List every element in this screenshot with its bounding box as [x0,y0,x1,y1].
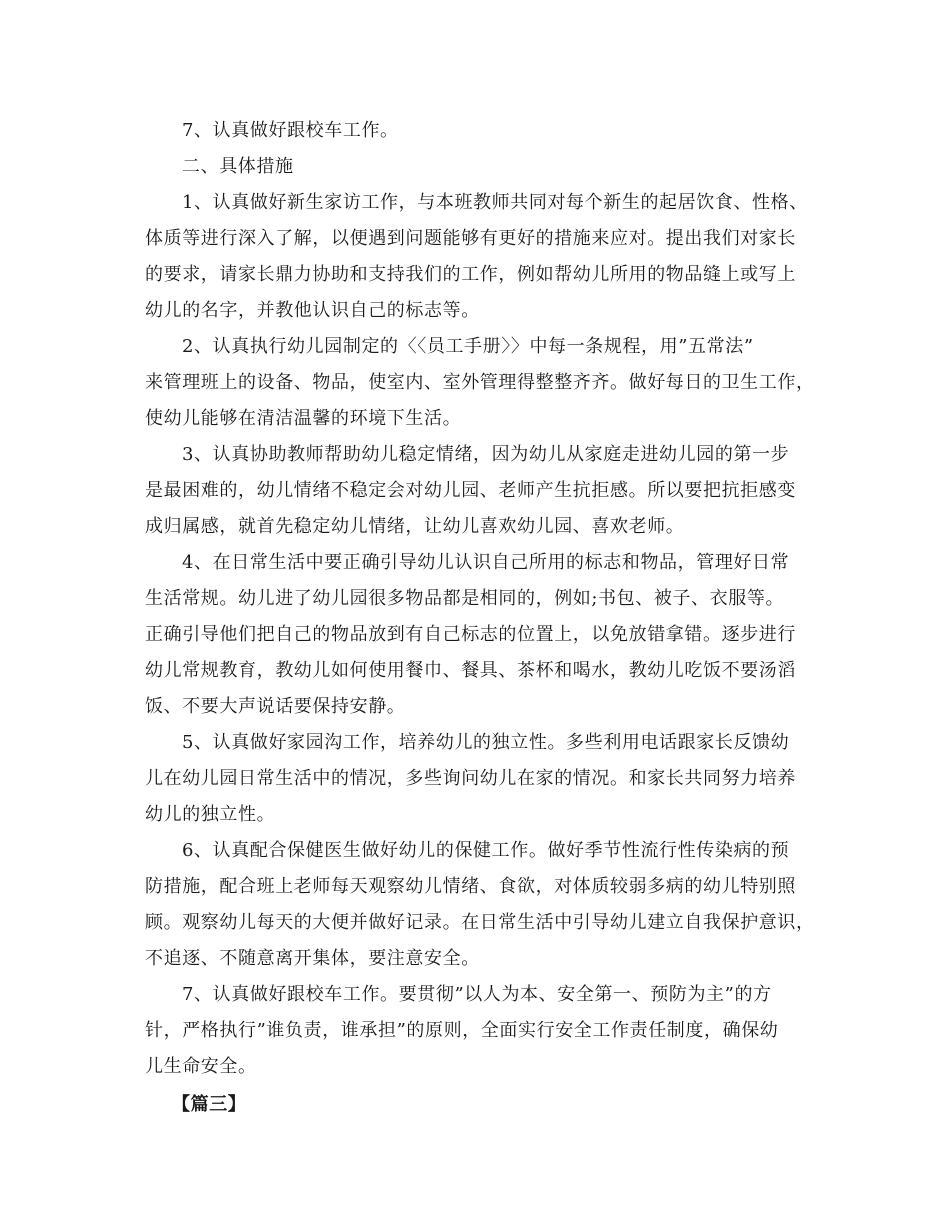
text-line: 使幼儿能够在清洁温馨的环境下生活。 [145,408,462,429]
text-line: 1、认真做好新生家访工作，与本班教师共同对每个新生的起居饮食、性格、 [182,192,808,213]
text-line: 7、认真做好跟校车工作。要贯彻”以人为本、安全第一、预防为主”的方 [182,984,772,1005]
section-heading: 【篇三】 [172,1094,247,1115]
text-line: 7、认真做好跟校车工作。 [182,120,399,141]
text-line: 的要求，请家长鼎力协助和支持我们的工作，例如帮幼儿所用的物品缝上或写上 [145,264,796,285]
text-line: 来管理班上的设备、物品，使室内、室外管理得整整齐齐。做好每日的卫生工作， [145,372,815,393]
text-line: 2、认真执行幼儿园制定的〈〈员工手册〉〉中每一条规程，用”五常法” [182,336,754,357]
text-line: 是最困难的，幼儿情绪不稳定会对幼儿园、老师产生抗拒感。所以要把抗拒感变 [145,480,796,501]
text-line: 成归属感，就首先稳定幼儿情绪，让幼儿喜欢幼儿园、喜欢老师。 [145,516,685,537]
text-line: 4、在日常生活中要正确引导幼儿认识自己所用的标志和物品，管理好日常 [182,552,790,573]
text-line: 幼儿的名字，并教他认识自己的标志等。 [145,300,480,321]
text-line: 儿在幼儿园日常生活中的情况，多些询问幼儿在家的情况。和家长共同努力培养 [145,768,796,789]
text-line: 幼儿常规教育，教幼儿如何使用餐巾、餐具、茶杯和喝水，教幼儿吃饭不要汤滔 [145,660,796,681]
text-line: 生活常规。幼儿进了幼儿园很多物品都是相同的，例如;书包、被子、衣服等。 [145,588,785,609]
text-line: 儿生命安全。 [145,1056,257,1077]
text-line: 5、认真做好家园沟工作，培养幼儿的独立性。多些利用电话跟家长反馈幼 [182,732,790,753]
text-line: 3、认真协助教师帮助幼儿稳定情绪，因为幼儿从家庭走进幼儿园的第一步 [182,444,790,465]
text-line: 饭、不要大声说话要保持安静。 [145,696,406,717]
text-line: 幼儿的独立性。 [145,804,276,825]
section-subheading: 二、具体措施 [182,156,294,177]
text-line: 顾。观察幼儿每天的大便并做好记录。在日常生活中引导幼儿建立自我保护意识， [145,912,815,933]
text-line: 6、认真配合保健医生做好幼儿的保健工作。做好季节性流行性传染病的预 [182,840,790,861]
text-line: 防措施，配合班上老师每天观察幼儿情绪、食欲，对体质较弱多病的幼儿特别照 [145,876,796,897]
text-line: 针，严格执行”谁负责，谁承担”的原则，全面实行安全工作责任制度，确保幼 [145,1020,779,1041]
text-line: 不追逐、不随意离开集体，要注意安全。 [145,948,480,969]
text-line: 正确引导他们把自己的物品放到有自己标志的位置上，以免放错拿错。逐步进行 [145,624,796,645]
text-line: 体质等进行深入了解，以便遇到问题能够有更好的措施来应对。提出我们对家长 [145,228,796,249]
